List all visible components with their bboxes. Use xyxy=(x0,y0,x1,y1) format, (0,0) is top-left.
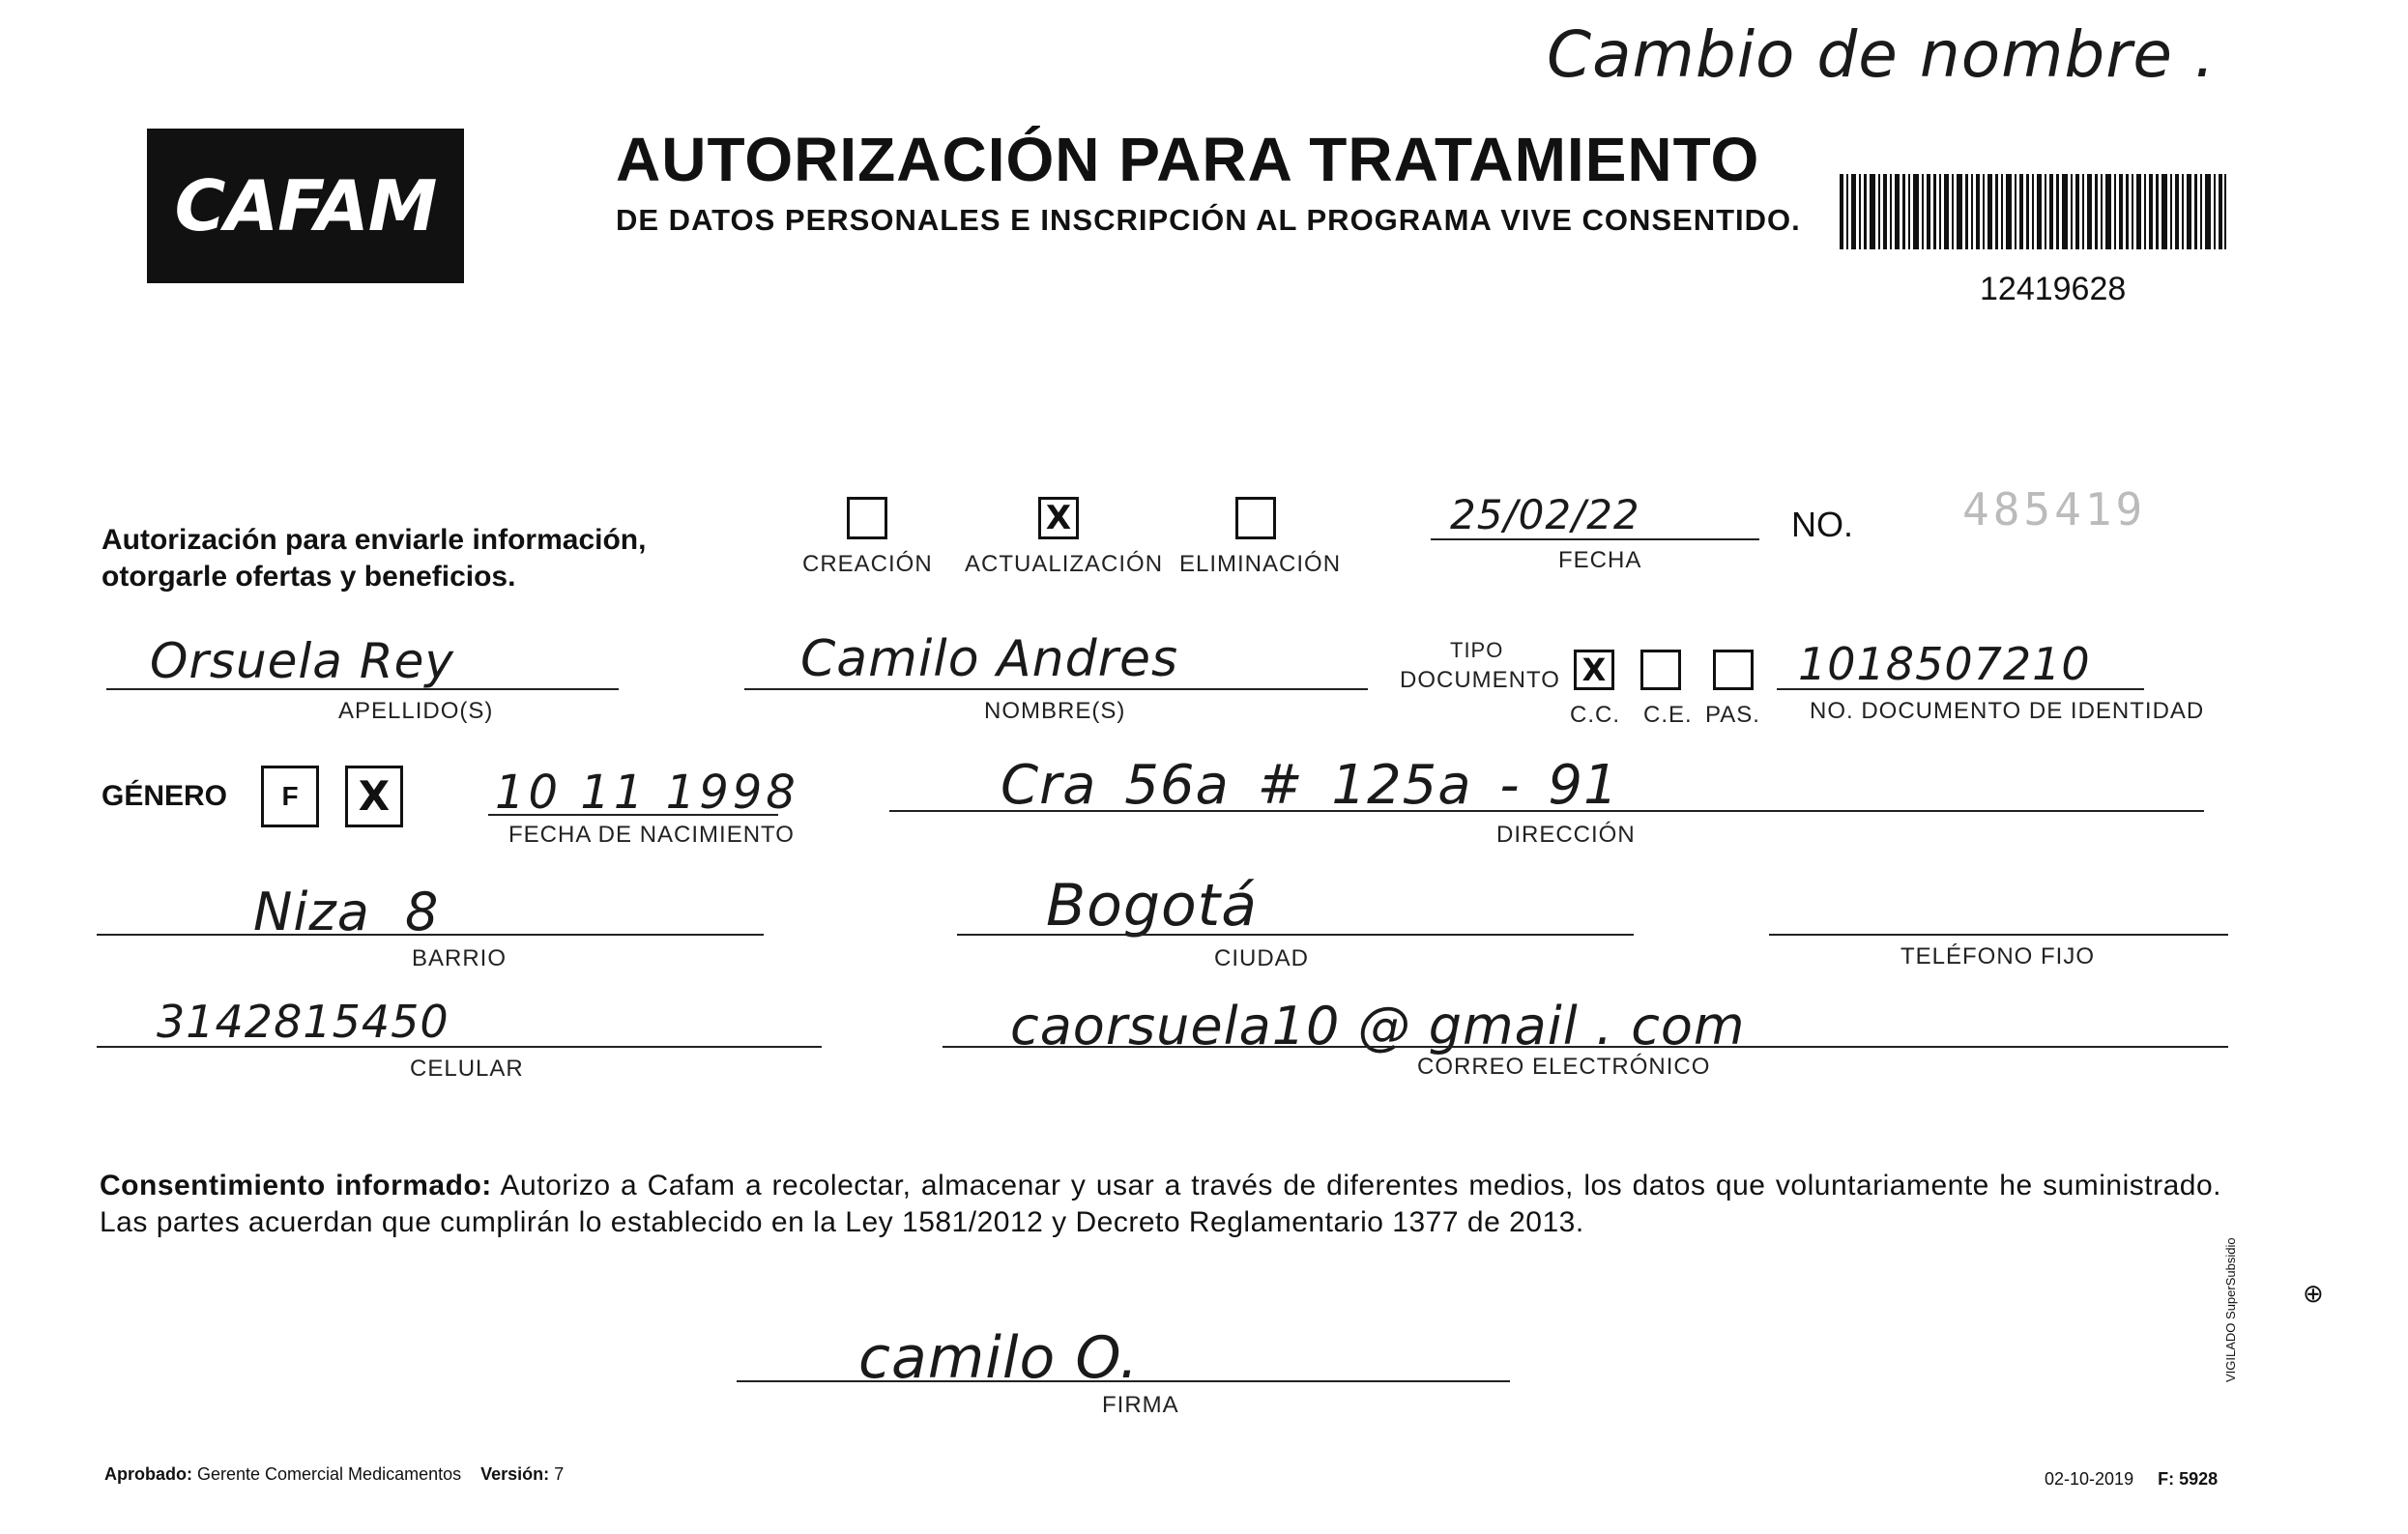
nombres-value[interactable]: Camilo Andres xyxy=(800,630,1179,688)
form-code: F: 5928 xyxy=(2158,1469,2219,1489)
footer-approval xyxy=(104,1464,564,1485)
handwritten-note: Cambio de nombre . xyxy=(1547,17,2216,92)
ciudad-value[interactable]: Bogotá xyxy=(1046,872,1258,940)
vigilado-text: VIGILADO SuperSubsidio xyxy=(2223,1237,2238,1382)
doc-number-value[interactable]: 1018507210 xyxy=(1798,638,2091,690)
address-line xyxy=(889,810,2204,812)
fecha-line xyxy=(1431,538,1759,540)
signature-label: FIRMA xyxy=(1102,1392,1179,1418)
checkbox-pas[interactable] xyxy=(1713,650,1754,690)
ciudad-line xyxy=(957,934,1634,936)
correo-label: CORREO ELECTRÓNICO xyxy=(1417,1054,1711,1080)
barcode xyxy=(1840,174,2226,249)
version-label: Versión: xyxy=(480,1464,550,1484)
checkbox-genero-f[interactable] xyxy=(261,766,319,827)
correo-line xyxy=(943,1046,2228,1048)
telefono-label: TELÉFONO FIJO xyxy=(1900,943,2096,970)
label-pas: PAS. xyxy=(1705,702,1760,728)
label-cc: C.C. xyxy=(1570,702,1620,728)
aprobado-value: Gerente Comercial Medicamentos xyxy=(197,1464,462,1484)
logo-text: CAFAM xyxy=(174,165,437,246)
authorization-text-line1: Autorización para enviarle información, xyxy=(102,524,647,556)
label-ce: C.E. xyxy=(1643,702,1693,728)
cafam-logo xyxy=(147,129,464,283)
date-code: 02-10-2019 xyxy=(2045,1469,2134,1489)
barrio-line xyxy=(97,934,764,936)
version-value: 7 xyxy=(554,1464,565,1484)
checkbox-eliminacion[interactable] xyxy=(1235,497,1276,539)
document-subtitle: DE DATOS PERSONALES E INSCRIPCIÓN AL PROGRAMA VIVE CONSENTIDO. xyxy=(616,203,1801,237)
checkbox-cc-mark: X xyxy=(1581,651,1607,688)
consent-text: Autorizo a Cafam a recolectar, almacenar y usar a través de diferentes medios, los datos que voluntariamente he suministrado. Las partes acuerdan que cumplirán lo establecido en la Ley 1581/2012 y Decreto Reglamentario 1377 de 2013. xyxy=(100,1170,2221,1238)
apellidos-line xyxy=(106,688,619,690)
authorization-text-line2: otorgarle ofertas y beneficios. xyxy=(102,561,516,593)
checkbox-actualizacion[interactable] xyxy=(1038,497,1079,539)
barcode-number: 12419628 xyxy=(1980,271,2127,307)
no-value: 485419 xyxy=(1962,483,2147,535)
birth-date-label: FECHA DE NACIMIENTO xyxy=(508,822,795,848)
nombres-label: NOMBRE(S) xyxy=(984,698,1126,724)
aprobado-label: Aprobado: xyxy=(104,1464,192,1484)
apellidos-value[interactable]: Orsuela Rey xyxy=(150,633,454,689)
checkbox-actualizacion-mark: X xyxy=(1045,499,1072,537)
checkbox-creacion[interactable] xyxy=(847,497,887,539)
celular-line xyxy=(97,1046,822,1048)
signature-value[interactable]: camilo O. xyxy=(858,1324,1140,1392)
genero-f-text: F xyxy=(281,781,299,811)
no-label: NO. xyxy=(1791,505,1854,544)
celular-label: CELULAR xyxy=(410,1056,524,1082)
correo-value[interactable]: caorsuela10 @ gmail . com xyxy=(1010,996,1746,1056)
birth-date-value[interactable]: 10 11 1998 xyxy=(495,766,799,820)
barrio-value[interactable]: Niza 8 xyxy=(253,882,440,942)
checkbox-ce[interactable] xyxy=(1640,650,1681,690)
document-title: AUTORIZACIÓN PARA TRATAMIENTO xyxy=(616,125,1760,194)
documento-label: DOCUMENTO xyxy=(1400,667,1560,693)
birth-date-line xyxy=(488,814,778,816)
doc-number-label: NO. DOCUMENTO DE IDENTIDAD xyxy=(1810,698,2205,724)
checkbox-cc[interactable] xyxy=(1574,650,1614,690)
genero-label: GÉNERO xyxy=(102,780,228,812)
label-actualizacion: ACTUALIZACIÓN xyxy=(965,551,1164,577)
fecha-label: FECHA xyxy=(1558,547,1642,573)
checkbox-genero-m[interactable] xyxy=(345,766,403,827)
signature-line xyxy=(737,1380,1510,1382)
label-eliminacion: ELIMINACIÓN xyxy=(1179,551,1342,577)
telefono-line[interactable] xyxy=(1769,934,2228,936)
celular-value[interactable]: 3142815450 xyxy=(157,996,450,1048)
nombres-line xyxy=(744,688,1368,690)
footer-codes xyxy=(2045,1469,2218,1490)
doc-number-line xyxy=(1777,688,2144,690)
apellidos-label: APELLIDO(S) xyxy=(338,698,494,724)
consent-bold: Consentimiento informado: xyxy=(100,1170,492,1201)
genero-m-mark: X xyxy=(358,772,391,820)
authorization-text xyxy=(102,522,646,595)
consent-paragraph xyxy=(100,1168,2221,1241)
address-value[interactable]: Cra 56a # 125a - 91 xyxy=(1001,754,1619,817)
fecha-value[interactable]: 25/02/22 xyxy=(1450,491,1640,538)
label-creacion: CREACIÓN xyxy=(802,551,933,577)
ciudad-label: CIUDAD xyxy=(1214,945,1310,971)
barrio-label: BARRIO xyxy=(412,945,508,971)
supersubsidio-icon: ⊕ xyxy=(2303,1280,2324,1309)
address-label: DIRECCIÓN xyxy=(1496,822,1636,848)
tipo-label: TIPO xyxy=(1450,638,1504,662)
